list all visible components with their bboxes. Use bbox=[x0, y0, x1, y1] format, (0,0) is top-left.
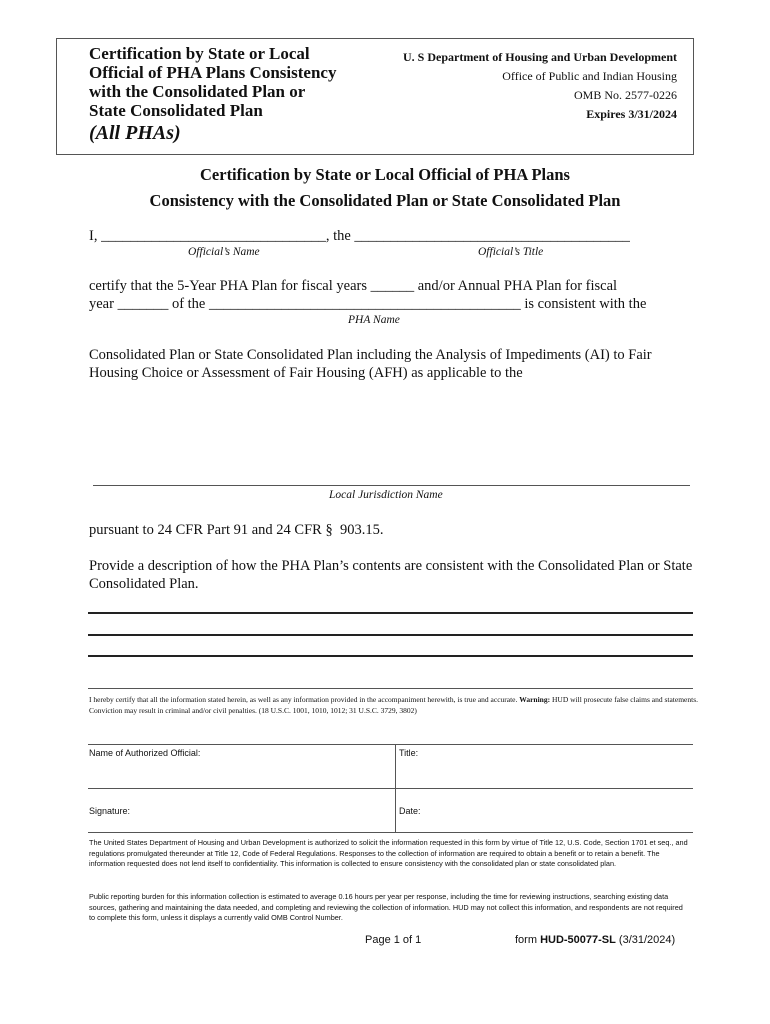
warning-label: Warning: bbox=[519, 695, 551, 704]
omb-number: OMB No. 2577-0226 bbox=[573, 88, 677, 102]
local-jurisdiction-caption: Local Jurisdiction Name bbox=[329, 489, 443, 501]
form-title-block bbox=[89, 44, 336, 145]
description-line-3[interactable] bbox=[88, 655, 693, 657]
form-number bbox=[515, 934, 675, 946]
page-title-line-2: Consistency with the Consolidated Plan or State Consolidated Plan bbox=[149, 191, 621, 210]
official-name-caption: Official’s Name bbox=[188, 246, 260, 258]
office-name: Office of Public and Indian Housing bbox=[502, 69, 677, 83]
expiration-date: Expires 3/31/2024 bbox=[586, 107, 677, 121]
certification-text: I hereby certify that all the information stated herein, as well as any information provided in the accompaniment herewith, is true and accurate. bbox=[89, 695, 520, 704]
description-line-1[interactable] bbox=[88, 612, 693, 614]
name-title-divider bbox=[395, 744, 396, 788]
date-label: Date: bbox=[399, 806, 421, 816]
page-title-line-1: Certification by State or Local Official of PHA Plans bbox=[200, 165, 570, 184]
warning-text: HUD will prosecute false claims and statements. Conviction may result in criminal and/or civil penalties. (18 U.S.C. 1001, 1010, 1012; 31 U.S.C. 3729, 3802) bbox=[89, 695, 698, 715]
authorized-official-name-label: Name of Authorized Official: bbox=[89, 748, 201, 758]
form-prefix: form bbox=[515, 934, 541, 946]
header-subtitle: (All PHAs) bbox=[89, 122, 181, 144]
title-label: Title: bbox=[399, 748, 419, 758]
agency-name: U. S Department of Housing and Urban Development bbox=[402, 50, 677, 64]
pha-name-line[interactable]: year _______ of the ___________________________________________ is consistent with the bbox=[89, 296, 647, 312]
pha-name-caption: PHA Name bbox=[348, 314, 400, 326]
header-title-line-1: Certification by State or Local bbox=[89, 44, 310, 63]
consolidated-plan-text: Consolidated Plan or State Consolidated Plan including the Analysis of Impediments (AI) to Fair Housing Choice or Assessment of Fair Housing (AFH) as applicable to the bbox=[89, 347, 652, 381]
official-line[interactable]: I, _______________________________, the ______________________________________ bbox=[89, 228, 630, 244]
fiscal-years-line[interactable]: certify that the 5-Year PHA Plan for fiscal years ______ and/or Annual PHA Plan for fiscal bbox=[89, 278, 618, 294]
burden-notice: Public reporting burden for this information collection is estimated to average 0.16 hours per year per response, including the time for reviewing instructions, searching existing data sources, gathering and maintaining the data needed, and completing and reviewing the collection of information. HUD may not collect this information, and respondents are not required to complete this form, unless it displays a currently valid OMB Control Number. bbox=[89, 892, 683, 922]
description-prompt: Provide a description of how the PHA Plan’s contents are consistent with the Consolidated Plan or State Consolidated Plan. bbox=[89, 558, 693, 592]
local-jurisdiction-field[interactable] bbox=[93, 485, 690, 486]
signature-date-divider bbox=[395, 788, 396, 832]
description-line-2[interactable] bbox=[88, 634, 693, 636]
page-number: Page 1 of 1 bbox=[365, 934, 422, 946]
certification-divider bbox=[88, 688, 693, 689]
pursuant-text: pursuant to 24 CFR Part 91 and 24 CFR § 903.15. bbox=[89, 522, 384, 538]
fields-middle-border bbox=[88, 788, 693, 789]
header-title-line-2: Official of PHA Plans Consistency bbox=[89, 63, 337, 82]
header-title-line-4: State Consolidated Plan bbox=[89, 101, 263, 120]
form-header bbox=[56, 38, 694, 155]
certification-statement bbox=[89, 694, 699, 716]
agency-block bbox=[403, 48, 677, 124]
official-title-caption: Official’s Title bbox=[478, 246, 544, 258]
header-title-line-3: with the Consolidated Plan or bbox=[89, 82, 306, 101]
fields-top-border bbox=[88, 744, 693, 745]
form-id: HUD-50077-SL bbox=[540, 934, 616, 946]
page-title bbox=[0, 162, 770, 214]
authority-notice: The United States Department of Housing and Urban Development is authorized to solicit the information requested in this form by virtue of Title 12, U.S. Code, Section 1701 et seq., and regulations promulgated thereunder at Title 12, Code of Federal Regulations. Responses to the collection of information are required to obtain a benefit or to retain a benefit. The information requested does not lend itself to confidentiality. This information is collected to ensure consistency with the consolidated plan or state consolidated plan. bbox=[89, 838, 688, 868]
fields-bottom-border bbox=[88, 832, 693, 833]
signature-label: Signature: bbox=[89, 806, 131, 816]
form-date: (3/31/2024) bbox=[615, 934, 676, 946]
